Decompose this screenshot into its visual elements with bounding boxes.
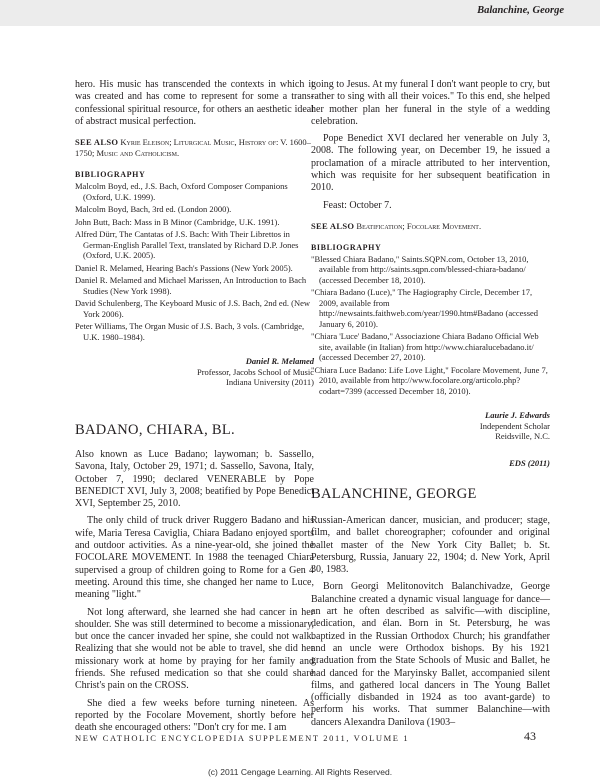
eds-credit: EDS (2011) — [509, 457, 550, 468]
badano-paragraph: Not long afterward, she learned she had cancer in her shoulder. She was still determined to become a missionary, but once the cancer invaded her spine, she could not walk. Realizing that she would not be able to travel, she did her missionary work at home by praying for her family and friends. She refused medication so that she could share Christ's pain on the CROSS. — [75, 606, 314, 692]
author-affiliation: Professor, Jacobs School of Music — [197, 366, 314, 377]
balanchine-intro: Russian-American dancer, musician, and producer; stage, film, and ballet choreographer; cofounder and original ballet master of the New York City Ballet; b. St. Petersburg, Russia, January 22, 1904; d. New York, April 30, 1983. — [311, 515, 550, 576]
bibliography-item: Peter Williams, The Organ Music of J.S. Bach, 3 vols. (Cambridge, U.K. 1980–1984). — [75, 321, 305, 342]
bibliography-item: John Butt, Bach: Mass in B Minor (Cambridge, U.K. 1991). — [75, 216, 280, 227]
author-affiliation: Reidsville, N.C. — [495, 431, 550, 442]
see-also-label: SEE ALSO — [75, 137, 119, 148]
badano-continued: going to Jesus. At my funeral I don't want people to cry, but rather to sing with all their voices." To this end, she helped her mother plan her funeral in the style of a wedding celebration. — [311, 79, 550, 127]
bach-entry-ending: hero. His music has transcended the contexts in which it was created and has come to represent for some a trans-confessional spiritual resource, for others an aesthetic ideal of abstract musical perfection. — [75, 79, 314, 127]
author-affiliation: Independent Scholar — [479, 420, 550, 431]
bibliography-item: "Chiara Badano (Luce)," The Hagiography Circle, December 17, 2009, available from http://newsaints.faithweb.com/year/1990.htm#Badano (accessed January 6, 2010). — [311, 287, 539, 329]
see-also-links[interactable]: Kyrie Eleison; Liturgical Music, History of: V. 1600–1750; Music and Catholicism. — [75, 137, 311, 159]
footer-publication: NEW CATHOLIC ENCYCLOPEDIA SUPPLEMENT 2011, VOLUME 1 — [75, 733, 410, 743]
entry-title-balanchine: BALANCHINE, GEORGE — [311, 486, 477, 502]
badano-paragraph: Pope Benedict XVI declared her venerable on July 3, 2008. The following year, on December 19, he issued a proclamation of a miracle attributed to her intervention, which was requisite for her subsequent beatification in 2010. — [311, 133, 550, 194]
bibliography-item: "Chiara Luce Badano: Life Love Light," Focolare Movement, June 7, 2010, available from http://www.focolare.org/articolo.php?codart=7399 (accessed December 18, 2010). — [311, 364, 548, 396]
bibliography-item: Daniel R. Melamed, Hearing Bach's Passions (New York 2005). — [75, 262, 293, 273]
entry-title-badano: BADANO, CHIARA, BL. — [75, 422, 235, 438]
see-also-links[interactable]: Beatification; Focolare Movement. — [356, 220, 482, 231]
bibliography-item: "Blessed Chiara Badano," Saints.SQPN.com, October 13, 2010, available from http://saints.sqpn.com/blessed-chiara-badano/ (accessed December 18, 2010). — [311, 253, 529, 285]
see-also-bach — [75, 137, 314, 159]
feast-day: Feast: October 7. — [323, 199, 392, 211]
bibliography-list — [75, 181, 314, 342]
badano-paragraph: The only child of truck driver Ruggero Badano and his wife, Maria Teresa Caviglia, Chiara Badano enjoyed sports and outdoor activities. As a nine-year-old, she joined the FOCOLARE MOVEMENT. In 1988 the teenaged Chiara supervised a group of children going to Rome for a Gen 4 meeting. Around this time, she changed her name to Luce, meaning "light." — [75, 515, 314, 601]
see-also-label: SEE ALSO — [311, 220, 355, 231]
page-number: 43 — [524, 729, 536, 743]
author-name: Laurie J. Edwards — [485, 410, 550, 421]
bibliography-list — [311, 254, 550, 397]
balanchine-paragraph: Born Georgi Melitonovitch Balanchivadze, George Balanchine created a dynamic visual language for dance—an art he often described as salvific—with discipline, dedication, and élan. Born in St. Petersburg, he was baptized in the Russian Orthodox Church; his grandfather and an uncle were Orthodox bishops. By his 1921 graduation from the State Schools of Music and Ballet, he had danced for the Maryinsky Ballet, accompanied silent films, and gathered local dancers in The Young Ballet (officially disbanded in 1924 as too avant-garde) to perform his works. That summer Balanchine—with dancers Alexandra Danilova (1903– — [311, 581, 550, 728]
copyright-notice: (c) 2011 Cengage Learning. All Rights Reserved. — [207, 767, 393, 777]
badano-body — [75, 449, 314, 735]
author-signature — [75, 356, 314, 388]
bibliography-item: David Schulenberg, The Keyboard Music of J.S. Bach, 2nd ed. (New York 2006). — [75, 298, 311, 319]
balanchine-body — [311, 515, 550, 729]
left-column — [75, 79, 314, 388]
bibliography-heading: BIBLIOGRAPHY — [311, 242, 382, 252]
author-affiliation: Indiana University (2011) — [226, 377, 314, 388]
bibliography-heading: BIBLIOGRAPHY — [75, 170, 146, 180]
right-column — [311, 79, 550, 468]
author-name: Daniel R. Melamed — [245, 356, 314, 367]
bibliography-item: Malcolm Boyd, ed., J.S. Bach, Oxford Composer Companions (Oxford, U.K. 1999). — [75, 181, 288, 202]
badano-intro: Also known as Luce Badano; laywoman; b. Sassello, Savona, Italy, October 29, 1971; d. Sassello, Savona, Italy, October 7, 1990; declared VENERABLE by Pope BENEDICT XVI, July 3, 2008; beatified by Pope Benedict XVI, September 25, 2010. — [75, 449, 314, 510]
bibliography-item: Alfred Dürr, The Cantatas of J.S. Bach: With Their Librettos in German-English Parallel Text, translated by Richard D.P. Jones (Oxford, U.K. 2005). — [75, 229, 299, 261]
bibliography-item: Daniel R. Melamed and Michael Marissen, An Introduction to Bach Studies (New York 1998). — [75, 275, 307, 296]
author-signature — [311, 410, 550, 442]
see-also-badano — [311, 221, 550, 232]
running-head: Balanchine, George — [477, 5, 564, 16]
bibliography-item: "Chiara 'Luce' Badano," Associazione Chiara Badano Official Web site, available (in Italian) from http://www.chiaralucebadano.it/ (accessed December 27, 2010). — [311, 331, 539, 363]
bibliography-item: Malcolm Boyd, Bach, 3rd ed. (London 2000). — [75, 204, 232, 215]
badano-paragraph: She died a few weeks before turning nineteen. As reported by the Focolare Movement, shortly before her death she encouraged others: "Don't cry for me. I am — [75, 697, 314, 734]
